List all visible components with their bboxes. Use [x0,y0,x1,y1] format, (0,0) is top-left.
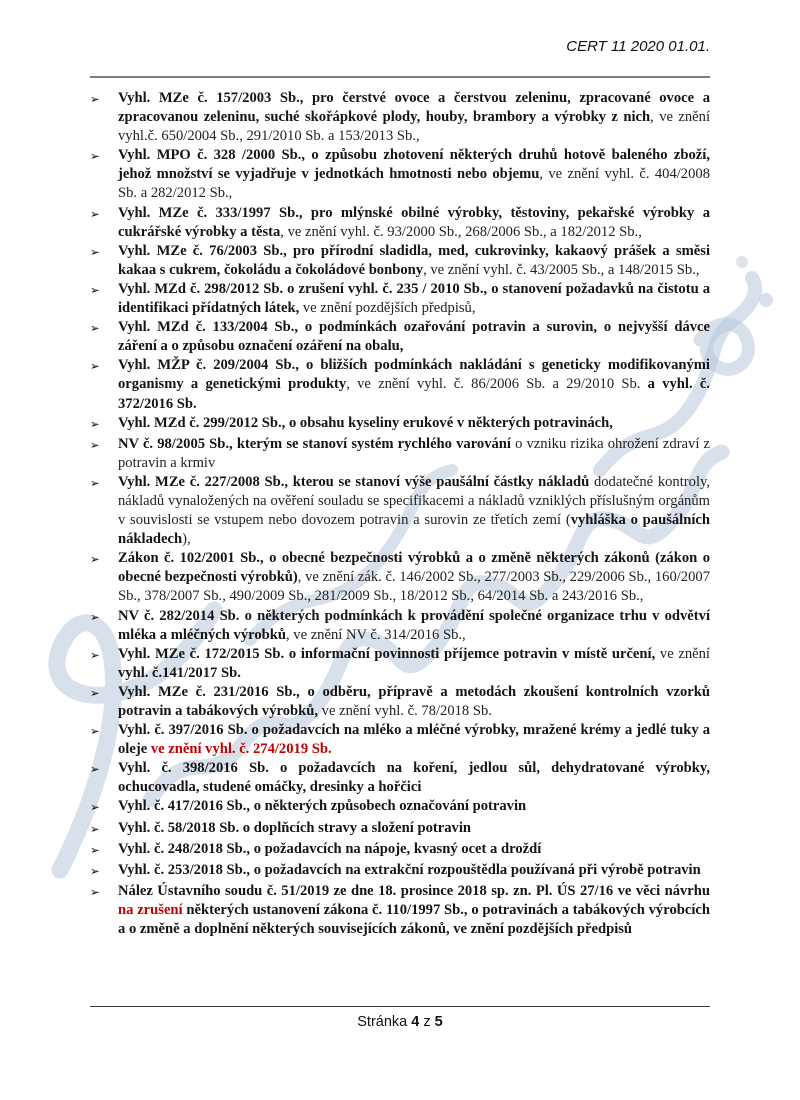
arrow-bullet-icon: ➢ [90,764,100,777]
list-item-text: Vyhl. MZe č. 333/1997 Sb., pro mlýnské obilné výrobky, těstoviny, pekařské výrobky a cukrářské výrobky a těsta, ve znění vyhl. č. 93/2000 Sb., 268/2006 Sb., a 182/2012 Sb., [118,204,710,240]
list-item-text: Vyhl. č. 248/2018 Sb., o požadavcích na nápoje, kvasný ocet a droždí [118,840,542,857]
page-number [357,1014,442,1030]
document-header-code: CERT 11 2020 01.01. [566,38,710,55]
arrow-bullet-icon: ➢ [90,823,100,836]
list-item-text: Vyhl. MZd č. 299/2012 Sb., o obsahu kyseliny erukové v některých potravinách, [118,414,613,431]
arrow-bullet-icon: ➢ [90,865,100,878]
list-item-text: Vyhl. č. 253/2018 Sb., o požadavcích na extrakční rozpouštědla používaná při výrobě potravin [118,861,701,878]
arrow-bullet-icon: ➢ [90,246,100,259]
arrow-bullet-icon: ➢ [90,844,100,857]
list-item-text: Vyhl. MPO č. 328 /2000 Sb., o způsobu zhotovení některých druhů hotově baleného zboží, jehož množství se vyjadřuje v jednotkách hmotnosti nebo objemu, ve znění vyhl. č. 404/2008 Sb. a 282/2012 Sb., [118,147,710,202]
arrow-bullet-icon: ➢ [90,439,100,452]
page-number-value: 4 [411,1014,420,1030]
list-item-text: NV č. 282/2014 Sb. o některých podmínkách k provádění společné organizace trhu v odvětví mléka a mléčných výrobků, ve znění NV č. 314/2016 Sb., [118,607,710,643]
list-item [90,549,710,606]
arrow-bullet-icon: ➢ [90,208,100,221]
arrow-bullet-icon: ➢ [90,284,100,297]
list-item-text: Vyhl. MZd č. 298/2012 Sb. o zrušení vyhl. č. 235 / 2010 Sb., o stanovení požadavků na čistotu a identifikaci přídatných látek, ve znění pozdějších předpisů, [118,280,710,317]
list-item [90,721,710,759]
list-item [90,882,710,939]
page-number-label: z [419,1014,435,1030]
list-item-text: Vyhl. MŽP č. 209/2004 Sb., o bližších podmínkách nakládání s geneticky modifikovanými organismy a genetickými produkty, ve znění vyhl. č. 86/2006 Sb. a 29/2010 Sb. a vyhl. č. 372/2016 Sb. [118,357,710,412]
arrow-bullet-icon: ➢ [90,151,100,164]
list-item-text: Vyhl. č. 58/2018 Sb. o doplňcích stravy a složení potravin [118,819,471,836]
list-item [90,861,710,882]
list-item [90,204,710,242]
list-item-text: Nález Ústavního soudu č. 51/2019 ze dne 18. prosince 2018 sp. zn. Pl. ÚS 27/16 ve věci návrhu na zrušení některých ustanovení zákona č. 110/1997 Sb., o potravinách a tabákových výrobcích a o změně a doplnění některých souvisejících zákonů, ve znění pozdějších předpisů [118,882,710,938]
regulation-list [90,89,710,939]
arrow-bullet-icon: ➢ [90,323,100,336]
arrow-bullet-icon: ➢ [90,361,100,374]
list-item [90,414,710,435]
list-item-text: Vyhl. MZe č. 227/2008 Sb., kterou se stanoví výše paušální částky nákladů dodatečné kontroly, nákladů vynaložených na ověření souladu se specifikacemi a nákladů vzniklých příslušným orgánům v souvislosti se vstupem nebo dovozem potravin a surovin ze třetích zemí (vyhláška o paušálních nákladech), [118,473,711,548]
list-item [90,318,710,356]
list-item-text: Vyhl. MZd č. 133/2004 Sb., o podmínkách ozařování potravin a surovin, o nejvyšší dávce záření a o způsobu označení ozáření na obalu, [118,319,710,355]
list-item [90,607,710,645]
list-item [90,356,710,413]
list-item [90,645,710,683]
list-item [90,242,710,280]
list-item-text: Vyhl. MZe č. 231/2016 Sb., o odběru, přípravě a metodách zkoušení kontrolních vzorků potravin a tabákových výrobků, ve znění vyhl. č. 78/2018 Sb. [118,683,710,719]
arrow-bullet-icon: ➢ [90,418,100,431]
arrow-bullet-icon: ➢ [90,611,100,624]
list-item [90,473,710,549]
list-item-text: Vyhl. MZe č. 172/2015 Sb. o informační povinnosti příjemce potravin v místě určení, ve znění vyhl. č.141/2017 Sb. [118,645,710,681]
list-item-text: Zákon č. 102/2001 Sb., o obecné bezpečnosti výrobků a o změně některých zákonů (zákon o obecné bezpečnosti výrobků), ve znění zák. č. 146/2002 Sb., 277/2003 Sb., 229/2006 Sb., 160/2007 Sb., 378/2007 Sb., 490/2009 Sb., 281/2009 Sb., 18/2012 Sb., 64/2014 Sb. a 243/2016 Sb., [118,550,710,605]
page-number-value: 5 [434,1014,443,1030]
arrow-bullet-icon: ➢ [90,886,100,899]
list-item [90,797,710,818]
arrow-bullet-icon: ➢ [90,802,100,815]
arrow-bullet-icon: ➢ [90,726,100,739]
list-item [90,683,710,721]
list-item [90,759,710,797]
list-item [90,840,710,861]
list-item-text: Vyhl. MZe č. 157/2003 Sb., pro čerstvé ovoce a čerstvou zeleninu, zpracované ovoce a zpracovanou zeleninu, suché skořápkové plody, houby, brambory a výrobky z nich, ve znění vyhl.č. 650/2004 Sb., 291/2010 Sb. a 153/2013 Sb., [118,90,711,145]
arrow-bullet-icon: ➢ [90,94,100,106]
list-item-text: Vyhl. MZe č. 76/2003 Sb., pro přírodní sladidla, med, cukrovinky, kakaový prášek a směsi kakaa s cukrem, čokoládu a čokoládové bonbony, ve znění vyhl. č. 43/2005 Sb., a 148/2015 Sb., [118,242,710,278]
list-item [90,280,710,318]
list-item [90,146,710,203]
list-item-text: Vyhl. č. 398/2016 Sb. o požadavcích na koření, jedlou sůl, dehydratované výrobky, ochucovadla, studené omáčky, dresinky a hořčici [118,760,710,796]
header-rule [90,76,710,78]
page-footer [90,1006,710,1030]
page-number-label: Stránka [357,1014,412,1030]
list-item-text: NV č. 98/2005 Sb., kterým se stanoví systém rychlého varování o vzniku rizika ohrožení zdraví z potravin a krmiv [118,435,710,471]
list-item [90,89,710,146]
arrow-bullet-icon: ➢ [90,649,100,662]
list-item [90,435,710,473]
list-item-text: Vyhl. č. 417/2016 Sb., o některých způsobech označování potravin [118,798,527,815]
list-item-text: Vyhl. č. 397/2016 Sb. o požadavcích na mléko a mléčné výrobky, mražené krémy a jedlé tuky a oleje ve znění vyhl. č. 274/2019 Sb. [118,722,710,758]
arrow-bullet-icon: ➢ [90,554,100,567]
list-item [90,819,710,840]
arrow-bullet-icon: ➢ [90,687,100,700]
arrow-bullet-icon: ➢ [90,477,100,490]
